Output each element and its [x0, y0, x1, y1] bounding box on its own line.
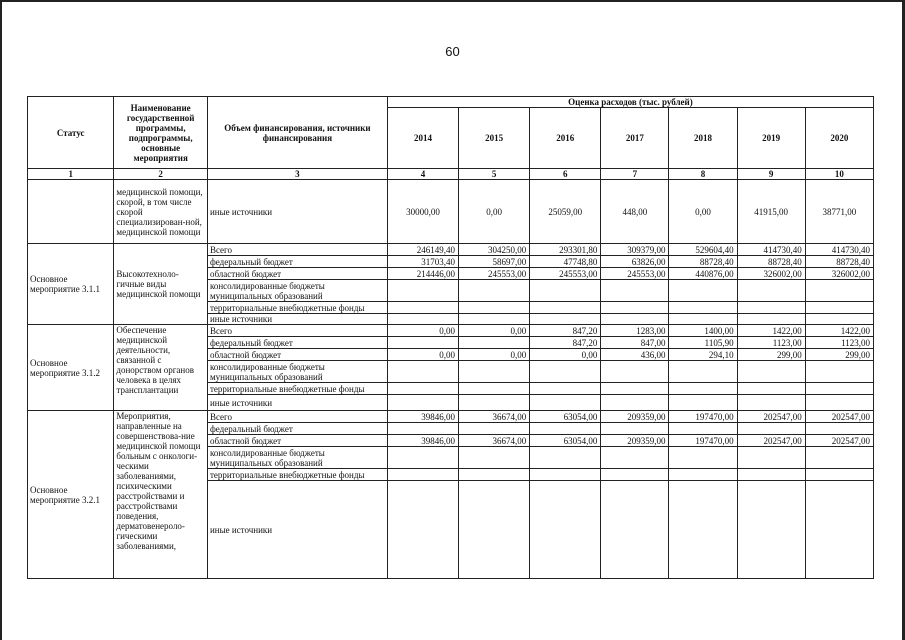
value-cell	[387, 447, 458, 469]
value-cell: 414730,40	[805, 244, 873, 256]
source-cell: иные источники	[207, 314, 387, 325]
value-cell	[387, 280, 458, 302]
source-cell: Всего	[207, 411, 387, 423]
value-cell: 246149,40	[387, 244, 458, 256]
value-cell	[459, 481, 530, 579]
value-cell	[737, 383, 805, 395]
name-cell: Мероприятия, направленные на совершенствова-ние медицинской помощи больным с онкологи-ческими заболеваниями, психическими расстройствами и расстройствами поведения, дерматовенероло-гическими заболеваниями,	[114, 411, 208, 579]
source-cell: консолидированные бюджеты муниципальных образований	[207, 361, 387, 383]
value-cell	[737, 314, 805, 325]
column-number: 6	[530, 169, 601, 180]
value-cell: 293301,80	[530, 244, 601, 256]
value-cell	[669, 395, 737, 411]
value-cell	[805, 469, 873, 481]
value-cell	[805, 395, 873, 411]
value-cell	[601, 280, 669, 302]
value-cell: 1123,00	[737, 337, 805, 349]
value-cell: 245553,00	[530, 268, 601, 280]
source-cell: Всего	[207, 325, 387, 337]
value-cell	[601, 481, 669, 579]
header-year: 2019	[737, 108, 805, 169]
source-cell: консолидированные бюджеты муниципальных образований	[207, 280, 387, 302]
header-year: 2020	[805, 108, 873, 169]
status-cell: Основное мероприятие 3.2.1	[28, 411, 114, 579]
value-cell: 0,00	[459, 180, 530, 244]
value-cell	[530, 361, 601, 383]
value-cell	[459, 361, 530, 383]
value-cell: 1105,90	[669, 337, 737, 349]
value-cell: 58697,00	[459, 256, 530, 268]
value-cell	[737, 395, 805, 411]
table-row	[28, 180, 874, 244]
value-cell	[601, 447, 669, 469]
value-cell	[805, 383, 873, 395]
status-cell	[28, 180, 114, 244]
source-cell: иные источники	[207, 481, 387, 579]
value-cell	[737, 481, 805, 579]
value-cell	[805, 280, 873, 302]
value-cell	[530, 395, 601, 411]
value-cell	[805, 481, 873, 579]
value-cell: 0,00	[459, 349, 530, 361]
value-cell: 36674,00	[459, 411, 530, 423]
value-cell	[669, 280, 737, 302]
value-cell	[601, 314, 669, 325]
value-cell	[601, 361, 669, 383]
value-cell: 25059,00	[530, 180, 601, 244]
value-cell: 1422,00	[737, 325, 805, 337]
value-cell: 847,20	[530, 325, 601, 337]
value-cell	[530, 481, 601, 579]
table-row	[28, 325, 874, 337]
value-cell	[459, 302, 530, 314]
value-cell	[387, 302, 458, 314]
value-cell	[387, 337, 458, 349]
table-row	[28, 411, 874, 423]
source-cell: территориальные внебюджетные фонды	[207, 383, 387, 395]
source-cell: иные источники	[207, 395, 387, 411]
column-number: 8	[669, 169, 737, 180]
value-cell	[737, 447, 805, 469]
value-cell	[669, 314, 737, 325]
value-cell: 1400,00	[669, 325, 737, 337]
value-cell: 299,00	[805, 349, 873, 361]
value-cell: 0,00	[530, 349, 601, 361]
value-cell	[530, 314, 601, 325]
value-cell: 529604,40	[669, 244, 737, 256]
value-cell	[601, 302, 669, 314]
value-cell	[459, 423, 530, 435]
value-cell: 245553,00	[459, 268, 530, 280]
value-cell: 202547,00	[805, 411, 873, 423]
source-cell: консолидированные бюджеты муниципальных образований	[207, 447, 387, 469]
page-border-left	[0, 0, 2, 640]
source-cell: областной бюджет	[207, 349, 387, 361]
value-cell	[459, 314, 530, 325]
value-cell	[601, 383, 669, 395]
header-year: 2016	[530, 108, 601, 169]
name-cell: Обеспечение медицинской деятельности, связанной с донорством органов человека в целях трансплантации	[114, 325, 208, 411]
header-year: 2015	[459, 108, 530, 169]
value-cell	[805, 447, 873, 469]
value-cell	[805, 302, 873, 314]
name-cell: медицинской помощи, скорой, в том числе скорой специализирован-ной, медицинской помощи	[114, 180, 208, 244]
value-cell	[737, 469, 805, 481]
source-cell: федеральный бюджет	[207, 337, 387, 349]
value-cell	[805, 314, 873, 325]
value-cell	[530, 302, 601, 314]
value-cell: 214446,00	[387, 268, 458, 280]
value-cell: 202547,00	[737, 411, 805, 423]
name-cell: Высокотехноло-гичные виды медицинской помощи	[114, 244, 208, 325]
value-cell: 31703,40	[387, 256, 458, 268]
value-cell: 847,20	[530, 337, 601, 349]
value-cell	[737, 302, 805, 314]
column-number: 4	[387, 169, 458, 180]
value-cell: 36674,00	[459, 435, 530, 447]
value-cell	[601, 395, 669, 411]
column-number: 9	[737, 169, 805, 180]
value-cell	[530, 469, 601, 481]
column-number: 1	[28, 169, 114, 180]
value-cell	[387, 481, 458, 579]
value-cell: 326002,00	[737, 268, 805, 280]
value-cell: 1283,00	[601, 325, 669, 337]
value-cell	[387, 469, 458, 481]
column-number: 10	[805, 169, 873, 180]
header-year: 2017	[601, 108, 669, 169]
value-cell: 47748,80	[530, 256, 601, 268]
value-cell: 0,00	[387, 349, 458, 361]
value-cell	[530, 383, 601, 395]
source-cell: иные источники	[207, 180, 387, 244]
value-cell: 847,00	[601, 337, 669, 349]
header-finance: Объем финансирования, источники финансирования	[207, 97, 387, 169]
value-cell: 30000,00	[387, 180, 458, 244]
value-cell: 0,00	[387, 325, 458, 337]
value-cell	[459, 447, 530, 469]
value-cell	[530, 280, 601, 302]
column-number: 5	[459, 169, 530, 180]
value-cell: 440876,00	[669, 268, 737, 280]
value-cell: 1422,00	[805, 325, 873, 337]
column-number: 3	[207, 169, 387, 180]
table-row	[28, 244, 874, 256]
value-cell	[387, 395, 458, 411]
value-cell	[459, 383, 530, 395]
status-cell: Основное мероприятие 3.1.1	[28, 244, 114, 325]
value-cell: 326002,00	[805, 268, 873, 280]
column-number: 7	[601, 169, 669, 180]
source-cell: областной бюджет	[207, 268, 387, 280]
value-cell	[601, 423, 669, 435]
page-border-top	[0, 0, 905, 2]
source-cell: Всего	[207, 244, 387, 256]
value-cell: 414730,40	[737, 244, 805, 256]
value-cell	[669, 447, 737, 469]
value-cell	[805, 361, 873, 383]
value-cell: 294,10	[669, 349, 737, 361]
value-cell: 38771,00	[805, 180, 873, 244]
value-cell	[459, 469, 530, 481]
source-cell: областной бюджет	[207, 435, 387, 447]
value-cell	[669, 361, 737, 383]
header-year: 2018	[669, 108, 737, 169]
status-cell: Основное мероприятие 3.1.2	[28, 325, 114, 411]
value-cell	[669, 481, 737, 579]
value-cell: 63054,00	[530, 435, 601, 447]
value-cell: 1123,00	[805, 337, 873, 349]
value-cell: 0,00	[669, 180, 737, 244]
source-cell: территориальные внебюджетные фонды	[207, 469, 387, 481]
value-cell: 88728,40	[805, 256, 873, 268]
header-year: 2014	[387, 108, 458, 169]
value-cell	[459, 280, 530, 302]
value-cell	[530, 423, 601, 435]
header-status: Статус	[28, 97, 114, 169]
page-number: 60	[445, 44, 460, 59]
value-cell: 197470,00	[669, 435, 737, 447]
value-cell	[601, 469, 669, 481]
value-cell	[669, 423, 737, 435]
value-cell	[459, 395, 530, 411]
value-cell: 245553,00	[601, 268, 669, 280]
value-cell: 209359,00	[601, 435, 669, 447]
value-cell	[387, 314, 458, 325]
header-name: Наименование государственной программы, подпрограммы, основные мероприятия	[114, 97, 208, 169]
value-cell: 309379,00	[601, 244, 669, 256]
value-cell: 0,00	[459, 325, 530, 337]
value-cell	[387, 423, 458, 435]
value-cell	[669, 383, 737, 395]
value-cell: 39846,00	[387, 435, 458, 447]
value-cell	[737, 423, 805, 435]
value-cell	[805, 423, 873, 435]
value-cell	[737, 361, 805, 383]
value-cell: 88728,40	[669, 256, 737, 268]
value-cell: 39846,00	[387, 411, 458, 423]
value-cell: 209359,00	[601, 411, 669, 423]
value-cell: 304250,00	[459, 244, 530, 256]
value-cell: 41915,00	[737, 180, 805, 244]
expenditure-table	[27, 96, 874, 579]
source-cell: территориальные внебюджетные фонды	[207, 302, 387, 314]
value-cell: 202547,00	[805, 435, 873, 447]
value-cell: 197470,00	[669, 411, 737, 423]
value-cell	[459, 337, 530, 349]
value-cell: 202547,00	[737, 435, 805, 447]
source-cell: федеральный бюджет	[207, 256, 387, 268]
value-cell	[387, 383, 458, 395]
value-cell	[387, 361, 458, 383]
value-cell: 448,00	[601, 180, 669, 244]
column-number: 2	[114, 169, 208, 180]
value-cell: 63826,00	[601, 256, 669, 268]
value-cell: 299,00	[737, 349, 805, 361]
value-cell	[669, 302, 737, 314]
value-cell: 63054,00	[530, 411, 601, 423]
value-cell: 88728,40	[737, 256, 805, 268]
value-cell	[530, 447, 601, 469]
source-cell: федеральный бюджет	[207, 423, 387, 435]
value-cell	[669, 469, 737, 481]
header-estimate: Оценка расходов (тыс. рублей)	[387, 97, 873, 108]
value-cell	[737, 280, 805, 302]
value-cell: 436,00	[601, 349, 669, 361]
